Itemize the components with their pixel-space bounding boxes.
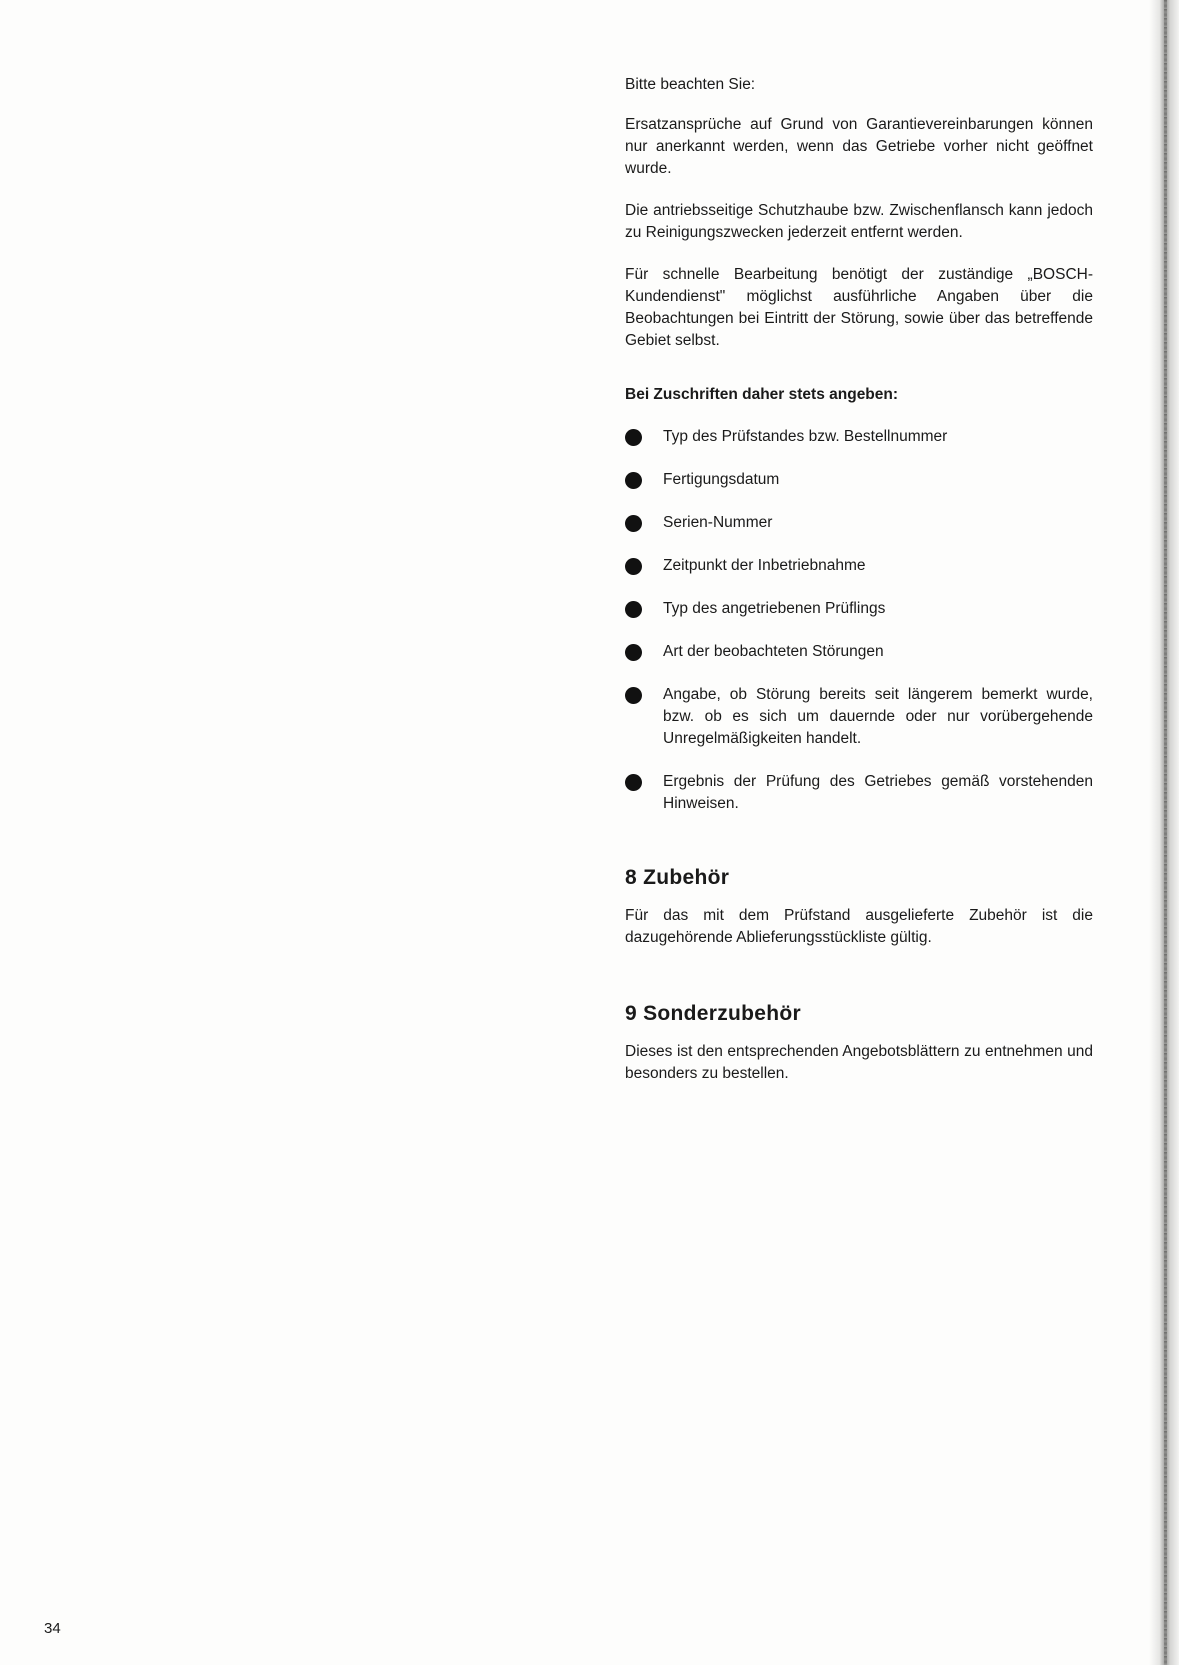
cover-paragraph: Die antriebsseitige Schutzhaube bzw. Zwischenflansch kann jedoch zu Reinigungszwecken jederzeit entfernt werden. xyxy=(625,202,1093,241)
bullet-icon xyxy=(625,558,642,575)
section-body-sonderzubehoer: Dieses ist den entsprechenden Angebotsblättern zu entnehmen und besonders zu bestellen. xyxy=(625,1043,1093,1082)
section-body-zubehoer: Für das mit dem Prüfstand ausgelieferte Zubehör ist die dazugehörende Ablieferungsstückliste gültig. xyxy=(625,907,1093,946)
bullet-icon xyxy=(625,515,642,532)
notice-label: Bitte beachten Sie: xyxy=(625,76,756,93)
section-heading-zubehoer: 8 Zubehör xyxy=(625,866,730,889)
bullet-icon xyxy=(625,472,642,489)
list-item-text: Art der beobachteten Störungen xyxy=(663,643,884,660)
bullet-icon xyxy=(625,644,642,661)
bullet-icon xyxy=(625,429,642,446)
list-item xyxy=(625,641,1093,663)
page-binding-shadow xyxy=(1164,0,1167,1665)
list-item xyxy=(625,469,1093,491)
list-item-text: Fertigungsdatum xyxy=(663,471,780,488)
list-item xyxy=(625,684,1093,750)
list-item-text: Ergebnis der Prüfung des Getriebes gemäß vorstehenden Hinweisen. xyxy=(663,773,1093,812)
list-item-text: Zeitpunkt der Inbetriebnahme xyxy=(663,557,866,574)
bullet-icon xyxy=(625,774,642,791)
section-heading-sonderzubehoer: 9 Sonderzubehör xyxy=(625,1002,802,1025)
bullet-icon xyxy=(625,687,642,704)
list-item xyxy=(625,426,1093,448)
list-item-text: Angabe, ob Störung bereits seit längerem bemerkt wurde, bzw. ob es sich um dauernde oder nur vorübergehende Unregelmäßigkeiten handelt. xyxy=(663,686,1093,747)
bullet-icon xyxy=(625,601,642,618)
list-item xyxy=(625,512,1093,534)
info-bullet-list xyxy=(625,426,1093,815)
list-heading: Bei Zuschriften daher stets angeben: xyxy=(625,386,899,403)
list-item xyxy=(625,555,1093,577)
list-item-text: Typ des Prüfstandes bzw. Bestellnummer xyxy=(663,428,948,445)
warranty-paragraph: Ersatzansprüche auf Grund von Garantievereinbarungen können nur anerkannt werden, wenn das Getriebe vorher nicht geöffnet wurde. xyxy=(625,116,1093,177)
list-item-text: Serien-Nummer xyxy=(663,514,773,531)
list-item-text: Typ des angetriebenen Prüflings xyxy=(663,600,886,617)
text-column xyxy=(625,74,1093,1085)
list-item xyxy=(625,598,1093,620)
service-paragraph: Für schnelle Bearbeitung benötigt der zuständige „BOSCH-Kundendienst" möglichst ausführliche Angaben über die Beobachtungen bei Eintritt der Störung, sowie über das betreffende Gebiet selbst. xyxy=(625,266,1093,349)
page-number: 34 xyxy=(44,1620,61,1637)
list-item xyxy=(625,771,1093,815)
